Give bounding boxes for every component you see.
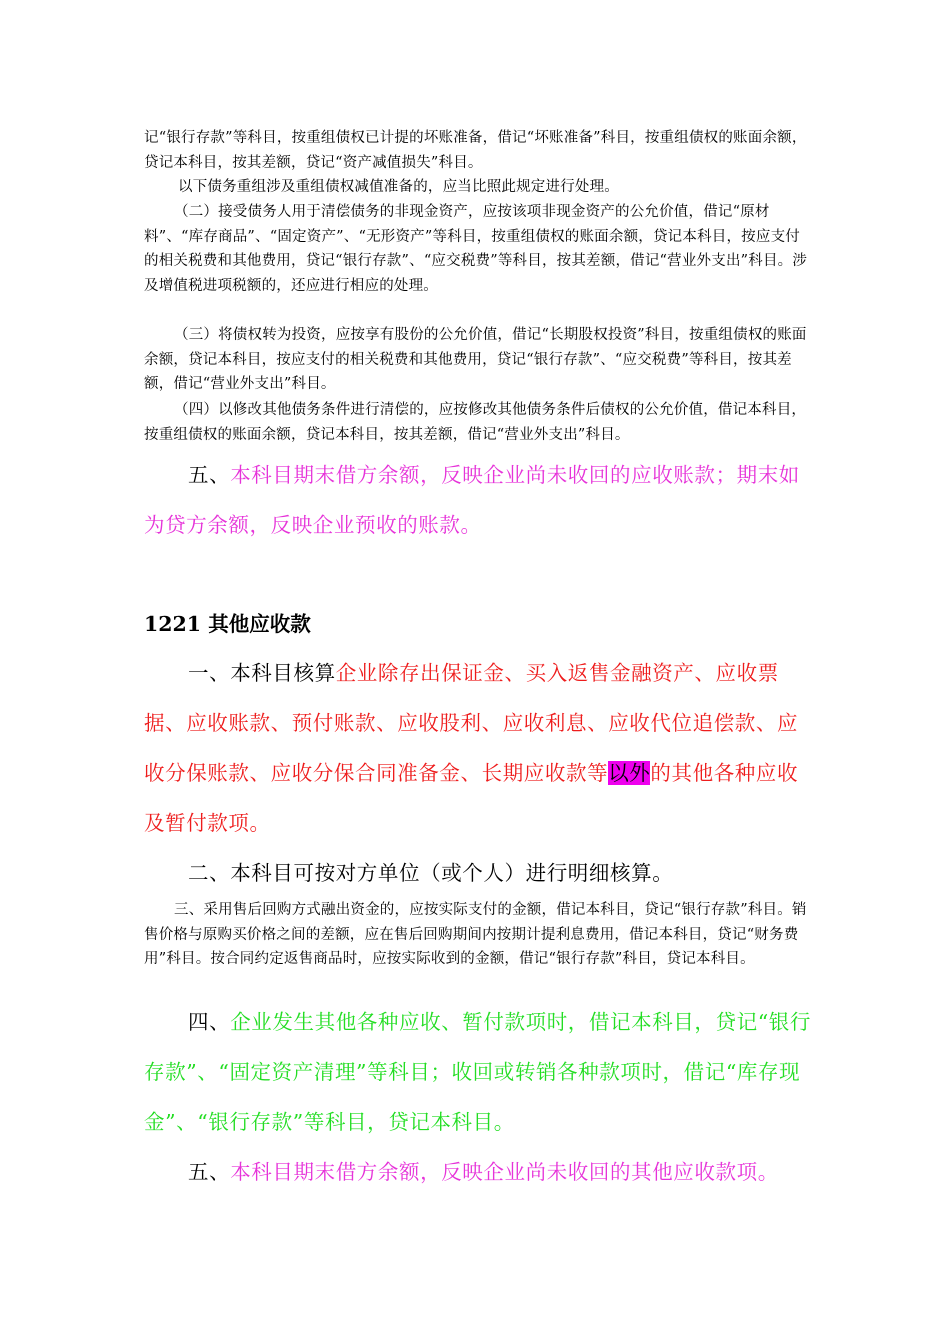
paragraph-ending-balance-1: 五、本科目期末借方余额，反映企业尚未收回的应收账款；期末如为贷方余额，反映企业预收的账款。: [144, 463, 800, 537]
paragraph-repurchase: 三、采用售后回购方式融出资金的，应按实际支付的金额，借记本科目，贷记“银行存款”科目。销售价格与原购买价格之间的差额，应在售后回购期间内按期计提利息费用，借记本科目，贷记“财务费用”科目。按合同约定返售商品时，应按实际收到的金额，借记“银行存款”科目，贷记本科目。: [144, 902, 807, 967]
paragraph-other-receivables: 四、企业发生其他各种应收、暂付款项时，借记本科目，贷记“银行存款”、“固定资产清理”等科目；收回或转销各种款项时，借记“库存现金”、“银行存款”等科目，贷记本科目。: [144, 1010, 811, 1134]
paragraph-bad-debt: 记“银行存款”等科目，按重组债权已计提的坏账准备，借记“坏账准备”科目，按重组债权的账面余额，贷记本科目，按其差额，贷记“资产减值损失”科目。: [144, 130, 807, 171]
paragraph-impairment-note: 以下债务重组涉及重组债权减值准备的，应当比照此规定进行处理。: [178, 179, 619, 195]
paragraph-scope: 一、本科目核算企业除存出保证金、买入返售金融资产、应收票据、应收账款、预付账款、应收股利、应收利息、应收代位追偿款、应收分保账款、应收分保合同准备金、长期应收款等以外的其他各种应收及暂付款项。: [144, 661, 799, 835]
highlighted-text: 以外: [608, 761, 651, 785]
paragraph-detail-accounting: 二、本科目可按对方单位（或个人）进行明细核算。: [188, 861, 674, 885]
paragraph-ending-balance-2: 五、本科目期末借方余额，反映企业尚未收回的其他应收款项。: [188, 1160, 779, 1184]
paragraph-item-4: （四）以修改其他债务条件进行清偿的，应按修改其他债务条件后债权的公允价值，借记本科目，按重组债权的账面余额，贷记本科目，按其差额，借记“营业外支出”科目。: [144, 402, 807, 443]
paragraph-item-3: （三）将债权转为投资，应按享有股份的公允价值，借记“长期股权投资”科目，按重组债权的账面余额，贷记本科目，按应支付的相关税费和其他费用，贷记“银行存款”、“应交税费”等科目，按其差额，借记“营业外支出”科目。: [144, 327, 807, 392]
section-heading-1221: 1221 其他应收款: [144, 612, 311, 636]
paragraph-item-2: （二）接受债务人用于清偿债务的非现金资产，应按该项非现金资产的公允价值，借记“原材料”、“库存商品”、“固定资产”、“无形资产”等科目，按重组债权的账面余额，贷记本科目，按应支付的相关税费和其他费用，贷记“银行存款”、“应交税费”等科目，按其差额，借记“营业外支出”科目。涉及增值税进项税额的，还应进行相应的处理。: [144, 204, 808, 294]
